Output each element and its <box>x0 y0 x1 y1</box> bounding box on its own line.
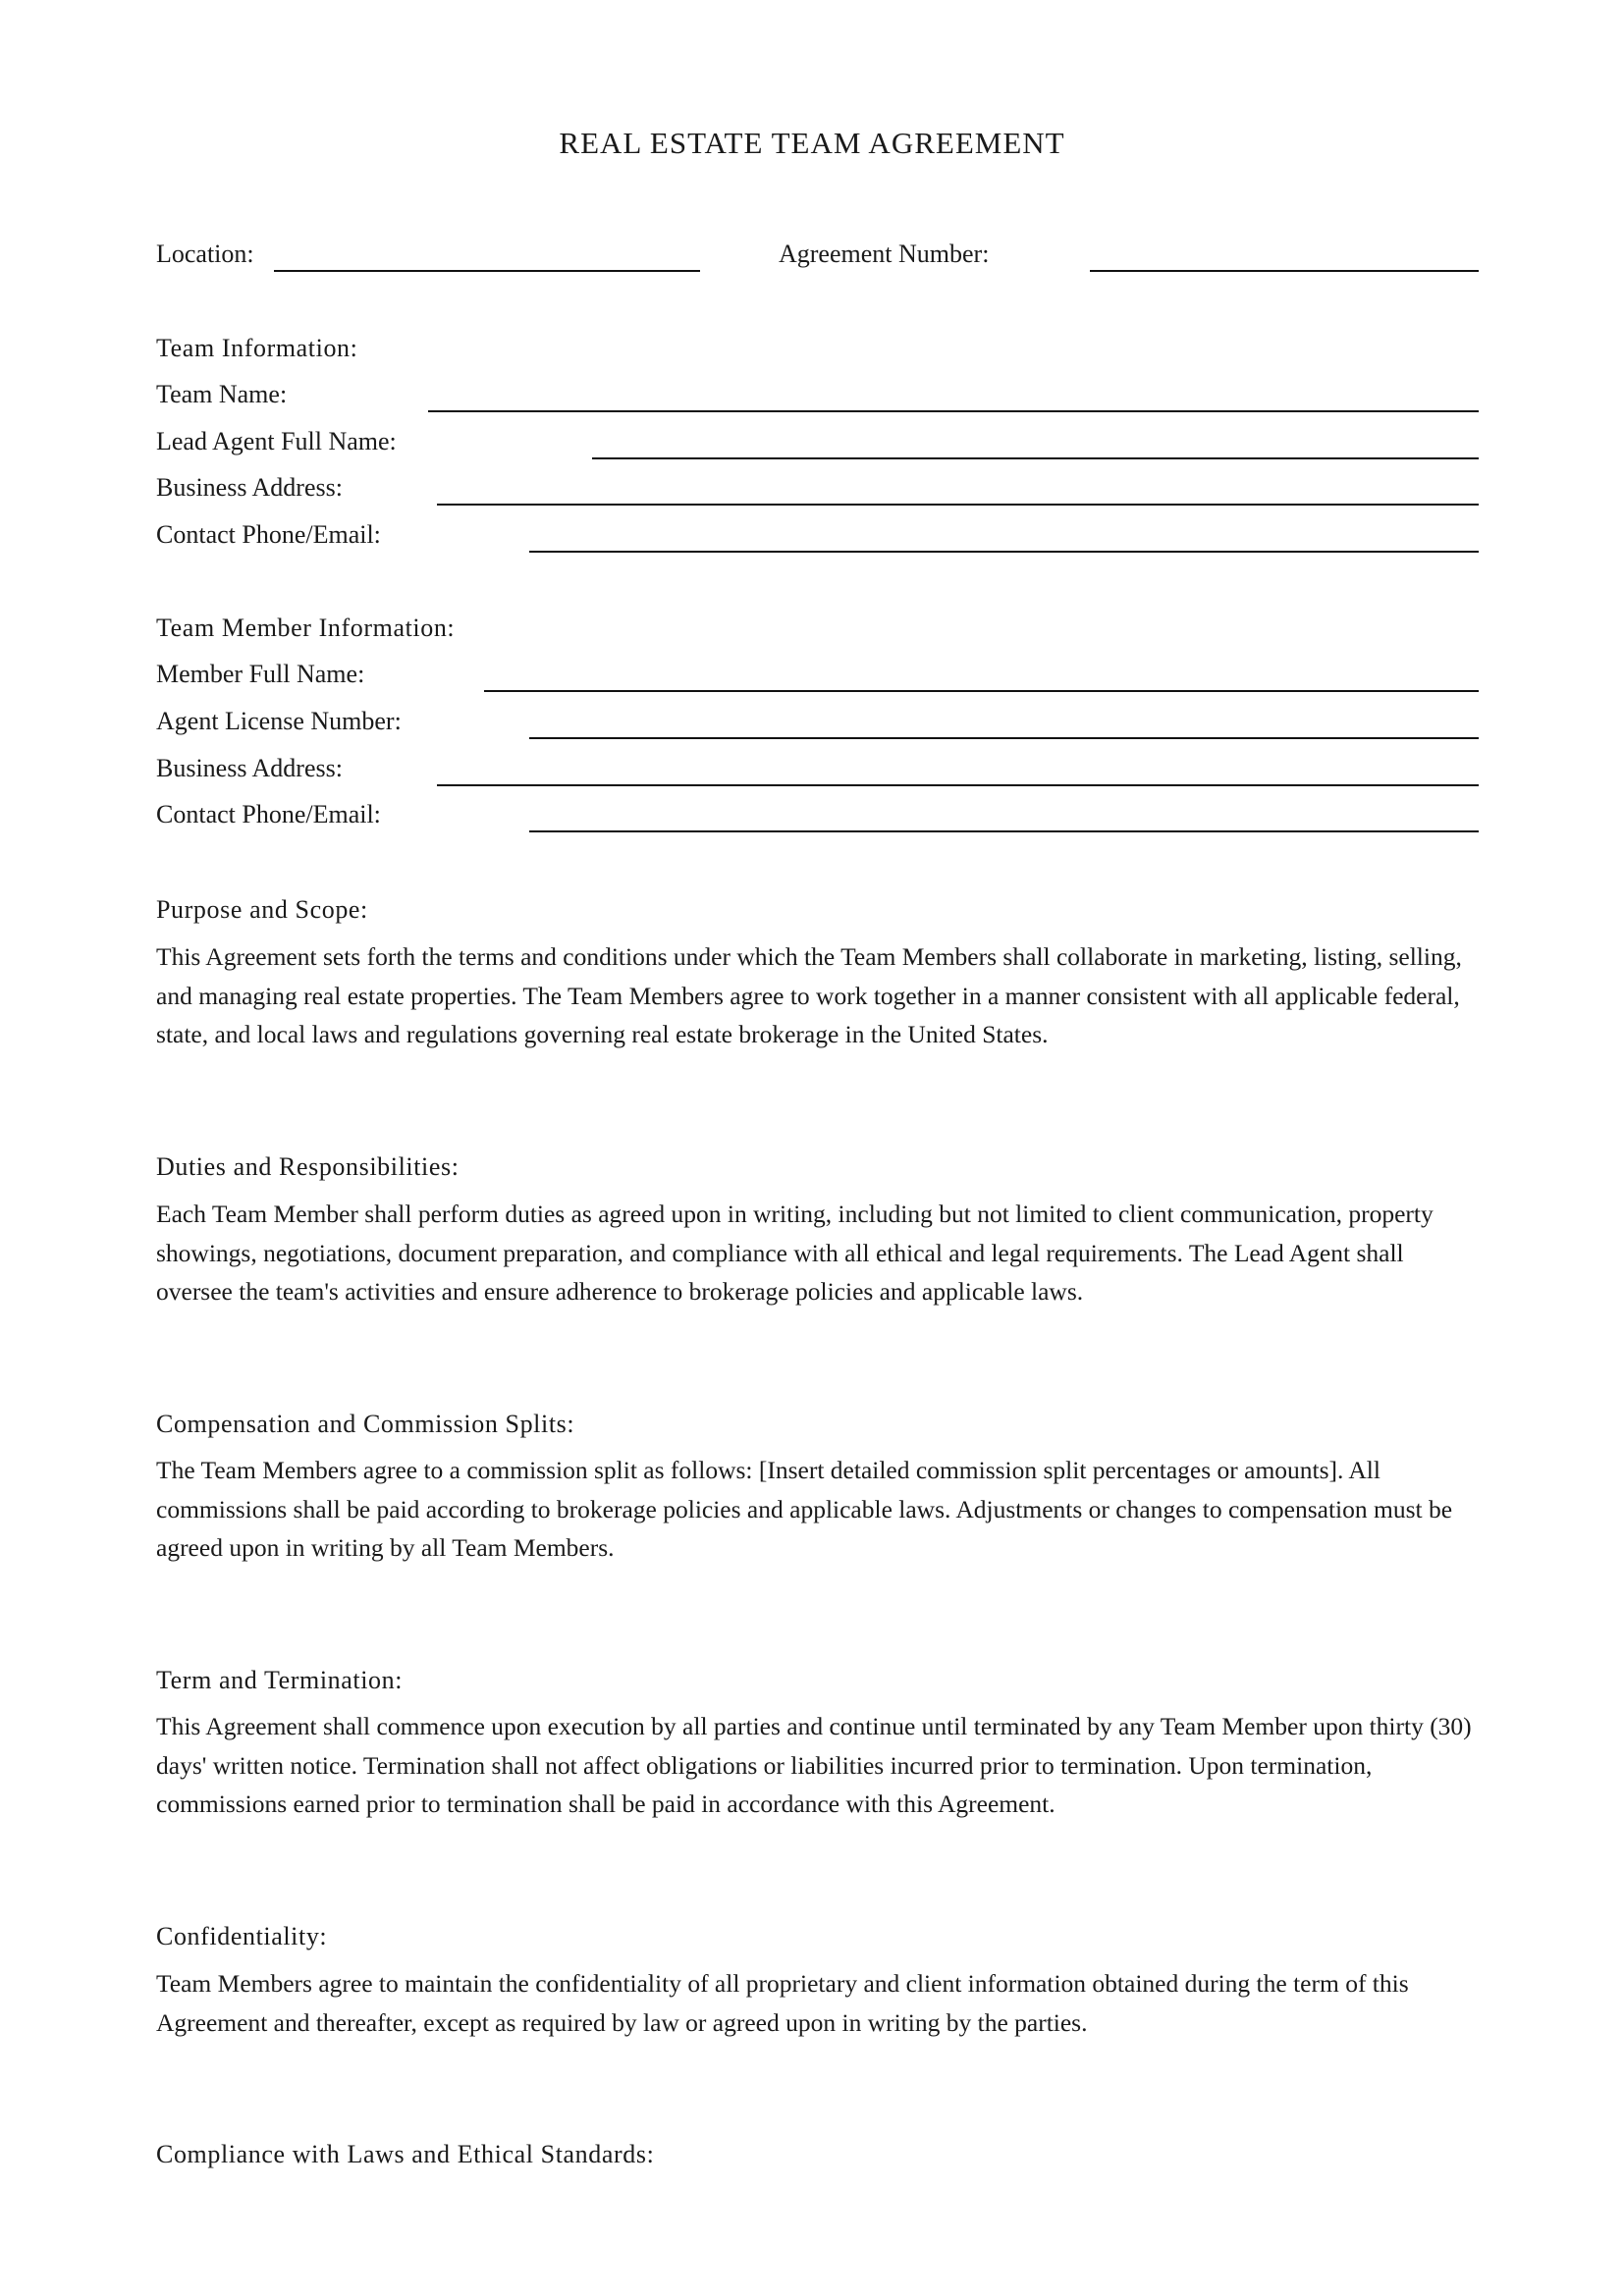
lead-agent-field[interactable] <box>592 457 1479 459</box>
confidentiality-heading: Confidentiality: <box>156 1922 328 1950</box>
member-contact-label: Contact Phone/Email: <box>156 800 381 828</box>
lead-agent-label: Lead Agent Full Name: <box>156 427 397 455</box>
duties-heading: Duties and Responsibilities: <box>156 1152 460 1181</box>
document-title: REAL ESTATE TEAM AGREEMENT <box>559 126 1065 160</box>
purpose-heading: Purpose and Scope: <box>156 895 368 924</box>
team-business-address-field[interactable] <box>437 504 1479 506</box>
team-member-information-heading: Team Member Information: <box>156 614 456 642</box>
team-contact-label: Contact Phone/Email: <box>156 520 381 549</box>
agent-license-field[interactable] <box>529 737 1479 739</box>
member-name-field[interactable] <box>484 690 1479 692</box>
team-information-heading: Team Information: <box>156 334 358 362</box>
team-business-address-label: Business Address: <box>156 473 343 502</box>
team-contact-field[interactable] <box>529 551 1479 553</box>
agent-license-label: Agent License Number: <box>156 707 402 735</box>
member-business-address-field[interactable] <box>437 784 1479 786</box>
member-contact-field[interactable] <box>529 830 1479 832</box>
confidentiality-text: Team Members agree to maintain the confidentiality of all proprietary and client information obtained during the term of this Agreement and thereafter, except as required by law or agreed upon in writing by the parties. <box>156 1969 1409 2037</box>
team-name-field[interactable] <box>428 410 1479 412</box>
term-heading: Term and Termination: <box>156 1666 404 1694</box>
compliance-heading: Compliance with Laws and Ethical Standards: <box>156 2140 655 2168</box>
location-label: Location: <box>156 240 254 268</box>
compensation-heading: Compensation and Commission Splits: <box>156 1410 575 1438</box>
duties-text: Each Team Member shall perform duties as agreed upon in writing, including but not limited to client communication, property showings, negotiations, document preparation, and compliance with all ethical and legal requirements. The Lead Agent shall oversee the team's activities and ensure adherence to brokerage policies and applicable laws. <box>156 1200 1434 1306</box>
agreement-number-label: Agreement Number: <box>779 240 990 268</box>
term-text: This Agreement shall commence upon execution by all parties and continue until terminated by any Team Member upon thirty (30) days' written notice. Termination shall not affect obligations or liabilities incurred prior to termination. Upon termination, commissions earned prior to termination shall be paid in accordance with this Agreement. <box>156 1712 1472 1818</box>
team-name-label: Team Name: <box>156 380 288 408</box>
agreement-number-field[interactable] <box>1090 270 1479 272</box>
location-field[interactable] <box>274 270 700 272</box>
member-name-label: Member Full Name: <box>156 660 365 688</box>
member-business-address-label: Business Address: <box>156 754 343 782</box>
purpose-text: This Agreement sets forth the terms and conditions under which the Team Members shall collaborate in marketing, listing, selling, and managing real estate properties. The Team Members agree to work together in a manner consistent with all applicable federal, state, and local laws and regulations governing real estate brokerage in the United States. <box>156 942 1462 1048</box>
compensation-text: The Team Members agree to a commission split as follows: [Insert detailed commission split percentages or amounts]. All commissions shall be paid according to brokerage policies and applicable laws. Adjustments or changes to compensation must be agreed upon in writing by all Team Members. <box>156 1456 1453 1562</box>
